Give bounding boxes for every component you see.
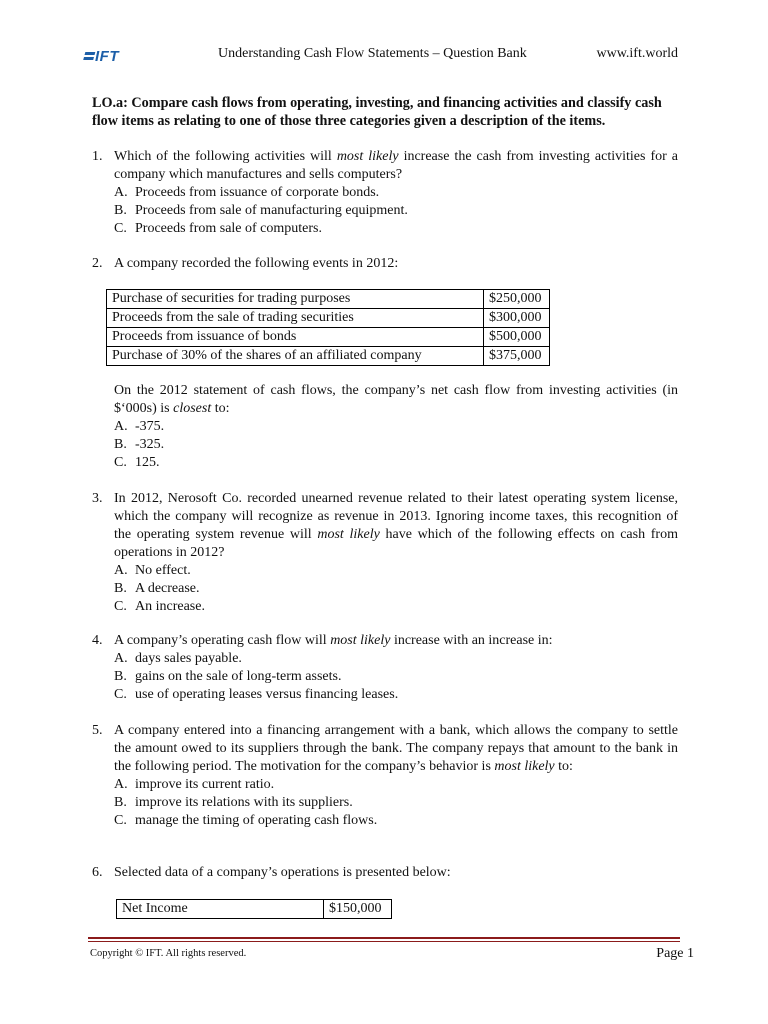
option-b: B. A decrease. [114, 581, 200, 596]
table-row: Net Income $150,000 [117, 900, 392, 919]
option-c: C. use of operating leases versus financing leases. [114, 687, 399, 702]
option-b: B. gains on the sale of long-term assets. [114, 669, 342, 684]
table-row: Proceeds from the sale of trading securities $300,000 [107, 309, 550, 328]
copyright-notice: Copyright © IFT. All rights reserved. [90, 948, 247, 959]
question-5 [92, 722, 678, 830]
option-c: C. Proceeds from sale of computers. [114, 221, 322, 236]
option-c: C. 125. [114, 455, 160, 470]
option-a: A. days sales payable. [114, 651, 242, 666]
question-text: In 2012, Nerosoft Co. recorded unearned revenue related to their latest operating system license, which the company will recognize as revenue in 2013. Ignoring income taxes, this recognition of the operating system revenue will most likely have which of the following effects on cash from operations in 2012? [114, 491, 678, 560]
option-b: B. improve its relations with its suppliers. [114, 795, 353, 810]
document-title: Understanding Cash Flow Statements – Question Bank [218, 46, 527, 61]
logo-bars-icon [83, 52, 96, 62]
option-b: B. -325. [114, 437, 165, 452]
learning-objective: LO.a: Compare cash flows from operating, investing, and financing activities and classify cash flow items as relating to one of those three categories given a description of the items. [92, 95, 662, 129]
operations-table [116, 899, 392, 919]
option-a: A. Proceeds from issuance of corporate bonds. [114, 185, 380, 200]
page-number: Page 1 [656, 946, 694, 961]
question-3 [92, 490, 678, 616]
option-a: A. improve its current ratio. [114, 777, 275, 792]
question-6 [92, 864, 678, 882]
question-number: 3. [92, 491, 103, 506]
question-text: A company recorded the following events in 2012: [114, 256, 399, 271]
question-number: 2. [92, 256, 103, 271]
website-link[interactable]: www.ift.world [596, 46, 678, 61]
question-text: Selected data of a company’s operations is presented below: [114, 865, 451, 880]
question-text: A company’s operating cash flow will most likely increase with an increase in: [114, 633, 553, 648]
option-b: B. Proceeds from sale of manufacturing equipment. [114, 203, 408, 218]
question-number: 4. [92, 633, 103, 648]
table-row: Purchase of securities for trading purposes $250,000 [107, 290, 550, 309]
question-1 [92, 148, 678, 238]
footer-divider [88, 937, 680, 939]
question-2-prompt [92, 382, 678, 472]
ift-logo [84, 48, 119, 65]
option-a: A. -375. [114, 419, 165, 434]
question-number: 5. [92, 723, 103, 738]
question-text: On the 2012 statement of cash flows, the company’s net cash flow from investing activities (in $‘000s) is closest to: [114, 383, 678, 416]
question-text: A company entered into a financing arrangement with a bank, which allows the company to settle the amount owed to its suppliers through the bank. The company repays that amount to the bank in the following period. The motivation for the company’s behavior is most likely to: [114, 723, 678, 774]
table-row: Purchase of 30% of the shares of an affiliated company $375,000 [107, 347, 550, 366]
page-header [84, 46, 678, 66]
option-a: A. No effect. [114, 563, 191, 578]
question-4 [92, 632, 678, 704]
question-text: Which of the following activities will most likely increase the cash from investing activities for a company which manufactures and sells computers? [114, 149, 678, 182]
events-table [106, 289, 550, 366]
table-row: Proceeds from issuance of bonds $500,000 [107, 328, 550, 347]
footer-divider-thin [88, 941, 680, 942]
question-number: 1. [92, 149, 103, 164]
logo-text: IFT [95, 48, 119, 65]
question-2 [92, 255, 678, 273]
option-c: C. An increase. [114, 599, 205, 614]
question-number: 6. [92, 865, 103, 880]
option-c: C. manage the timing of operating cash flows. [114, 813, 378, 828]
